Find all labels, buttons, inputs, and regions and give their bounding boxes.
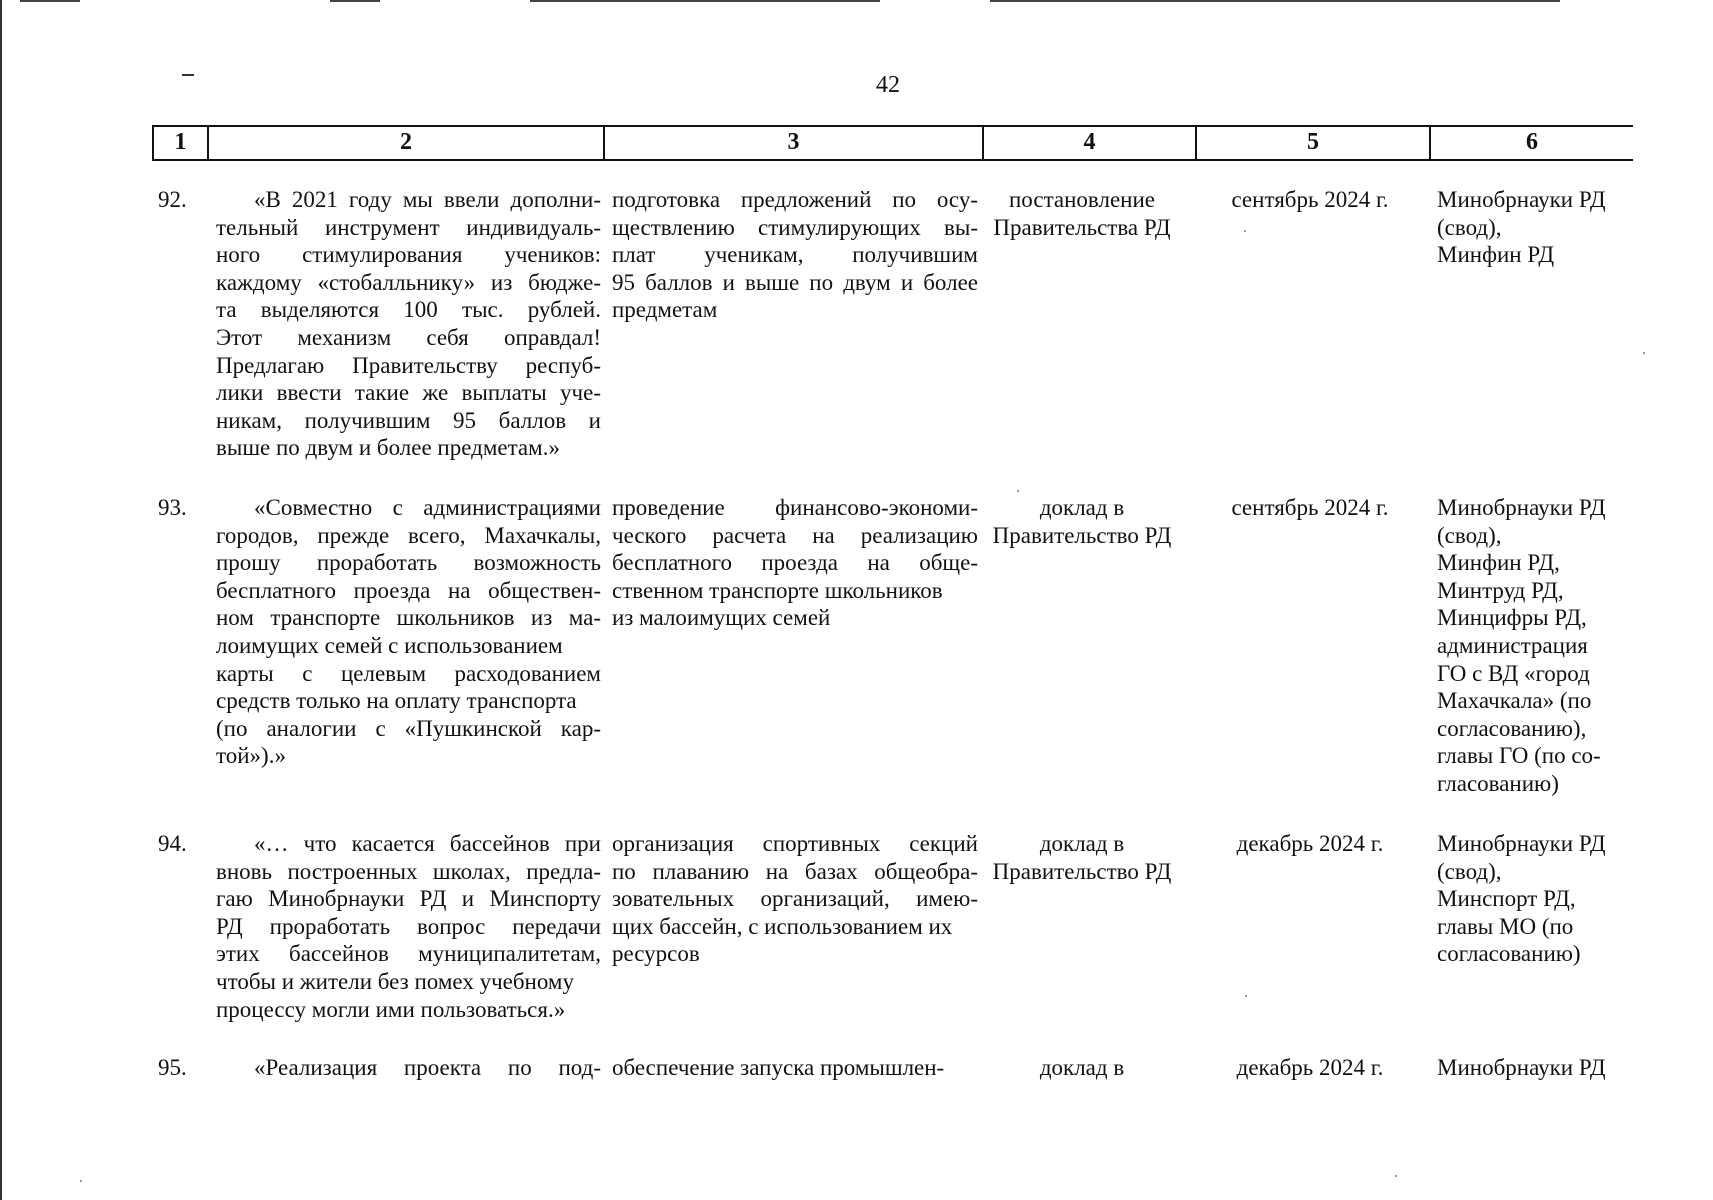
scan-speck [80, 1180, 82, 1182]
text-line: ГО с ВД «город [1437, 660, 1590, 686]
text-line: по плаванию на базах общеобра- [612, 858, 978, 884]
text-line: администрация [1437, 632, 1588, 658]
text-line: Правительство РД [992, 522, 1172, 548]
row-number: 95. [158, 1055, 187, 1080]
text-line: согласованию), [1437, 715, 1587, 741]
text-line: ществлению стимулирующих вы- [612, 214, 978, 240]
text-line: каждому «стобалльнику» из бюдже- [216, 269, 601, 295]
text-line: (свод), [1437, 214, 1502, 240]
text-line: подготовка предложений по осу- [612, 187, 978, 212]
deadline-cell: сентябрь 2024 г. [1231, 187, 1389, 212]
action-cell [612, 186, 978, 324]
responsible-cell [1437, 494, 1633, 798]
text-line: «В 2021 году мы ввели дополни- [254, 187, 601, 212]
text-line: РД проработать вопрос передачи [216, 913, 601, 939]
scan-speck [1395, 1175, 1397, 1177]
text-line: процессу могли ими пользоваться.» [216, 996, 566, 1022]
header-cell: 2 [209, 127, 605, 159]
scan-artifact [330, 0, 380, 2]
scan-artifact [990, 0, 1560, 2]
text-line: «Совместно с администрациями [254, 495, 601, 520]
document-type-cell [982, 186, 1182, 241]
scan-speck [1245, 995, 1247, 997]
row-number: 94. [158, 831, 187, 856]
text-line: Минобрнауки РД [1437, 187, 1606, 212]
text-line: доклад в [1039, 831, 1125, 856]
quote-cell [216, 830, 601, 1023]
text-line: Минобрнауки РД [1437, 1055, 1606, 1080]
text-line: зовательных организаций, имею- [612, 886, 978, 912]
scan-speck [1017, 490, 1019, 492]
text-line: гласованию) [1437, 770, 1559, 796]
document-type-cell [982, 1054, 1182, 1082]
text-line: Минфин РД [1437, 242, 1555, 268]
text-line: главы ГО (по со- [1437, 743, 1601, 769]
text-line: Махачкала» (по [1437, 688, 1592, 714]
document-type-cell [982, 494, 1182, 549]
table-header [152, 125, 1633, 161]
quote-cell [216, 494, 601, 770]
scan-artifact [530, 0, 880, 2]
text-line: Минобрнауки РД [1437, 831, 1606, 856]
text-line: тельный инструмент индивидуаль- [216, 214, 601, 240]
text-line: (свод), [1437, 522, 1502, 548]
text-line: Правительство РД [992, 858, 1172, 884]
text-line: Правительства РД [993, 214, 1171, 240]
text-line: Минтруд РД, [1437, 577, 1564, 603]
text-line: проведение финансово-экономи- [612, 495, 978, 520]
text-line: Минфин РД, [1437, 550, 1560, 576]
text-line: ческого расчета на реализацию [612, 522, 978, 548]
row-number: 92. [158, 187, 187, 212]
text-line: 95 баллов и выше по двум и более [612, 269, 978, 295]
deadline-cell: сентябрь 2024 г. [1231, 495, 1389, 520]
scan-artifact [20, 0, 80, 2]
text-line: «Реализация проекта по под- [254, 1055, 601, 1080]
text-line: чтобы и жители без помех учебному [216, 968, 574, 994]
text-line: лоимущих семей с использованием [216, 632, 563, 658]
scan-speck [1244, 230, 1246, 232]
text-line: городов, прежде всего, Махачкалы, [216, 522, 601, 548]
text-line: Минцифры РД, [1437, 605, 1587, 631]
text-line: обеспечение запуска промышлен- [612, 1055, 945, 1080]
text-line: Минспорт РД, [1437, 886, 1576, 912]
header-cell: 1 [152, 127, 209, 159]
text-line: ственном транспорте школьников [612, 577, 943, 603]
text-line: организация спортивных секций [612, 831, 978, 856]
action-cell [612, 1054, 978, 1082]
header-cell: 4 [984, 127, 1197, 159]
text-line: предметам [612, 297, 718, 323]
text-line: «… что касается бассейнов при [254, 831, 601, 856]
text-line: ного стимулирования учеников: [216, 242, 601, 268]
text-line: щих бассейн, с использованием их [612, 913, 953, 939]
text-line: Предлагаю Правительству респуб- [216, 352, 601, 378]
page-number: 42 [876, 72, 900, 98]
text-line: та выделяются 100 тыс. рублей. [216, 297, 601, 323]
text-line: вновь построенных школах, предла- [216, 858, 601, 884]
action-cell [612, 494, 978, 632]
text-line: прошу проработать возможность [216, 550, 601, 576]
quote-cell [216, 186, 601, 462]
deadline-cell: декабрь 2024 г. [1236, 1055, 1384, 1080]
text-line: ресурсов [612, 941, 700, 967]
header-cell: 5 [1197, 127, 1431, 159]
header-cell: 6 [1526, 129, 1538, 155]
text-line: бесплатного проезда на обществен- [216, 577, 601, 603]
text-line: этих бассейнов муниципалитетам, [216, 941, 601, 967]
text-line: постановление [1008, 187, 1155, 212]
text-line: средств только на оплату транспорта [216, 688, 577, 714]
text-line: доклад в [1039, 495, 1125, 520]
quote-cell [216, 1054, 601, 1082]
text-line: доклад в [1039, 1055, 1125, 1080]
text-line: Минобрнауки РД [1437, 495, 1606, 520]
text-line: карты с целевым расходованием [216, 660, 601, 686]
document-type-cell [982, 830, 1182, 885]
text-line: из малоимущих семей [612, 605, 831, 631]
text-line: (свод), [1437, 858, 1502, 884]
responsible-cell [1437, 1054, 1633, 1082]
action-cell [612, 830, 978, 968]
text-line: бесплатного проезда на обще- [612, 550, 978, 576]
text-line: главы МО (по [1437, 913, 1574, 939]
scan-speck [1643, 352, 1645, 354]
deadline-cell: декабрь 2024 г. [1236, 831, 1384, 856]
text-line: той»).» [216, 743, 286, 769]
header-cell: 3 [605, 127, 984, 159]
responsible-cell [1437, 186, 1633, 269]
text-line: никам, получившим 95 баллов и [216, 407, 601, 433]
text-line: (по аналогии с «Пушкинской кар- [216, 715, 601, 741]
responsible-cell [1437, 830, 1633, 968]
text-line: лики ввести такие же выплаты уче- [216, 380, 601, 406]
text-line: ном транспорте школьников из ма- [216, 605, 601, 631]
text-line: плат ученикам, получившим [612, 242, 978, 268]
text-line: гаю Минобрнауки РД и Минспорту [216, 886, 601, 912]
text-line: Этот механизм себя оправдал! [216, 324, 601, 350]
text-line: выше по двум и более предметам.» [216, 435, 560, 461]
row-number: 93. [158, 495, 187, 520]
scan-edge [0, 0, 2, 1200]
text-line: согласованию) [1437, 941, 1581, 967]
